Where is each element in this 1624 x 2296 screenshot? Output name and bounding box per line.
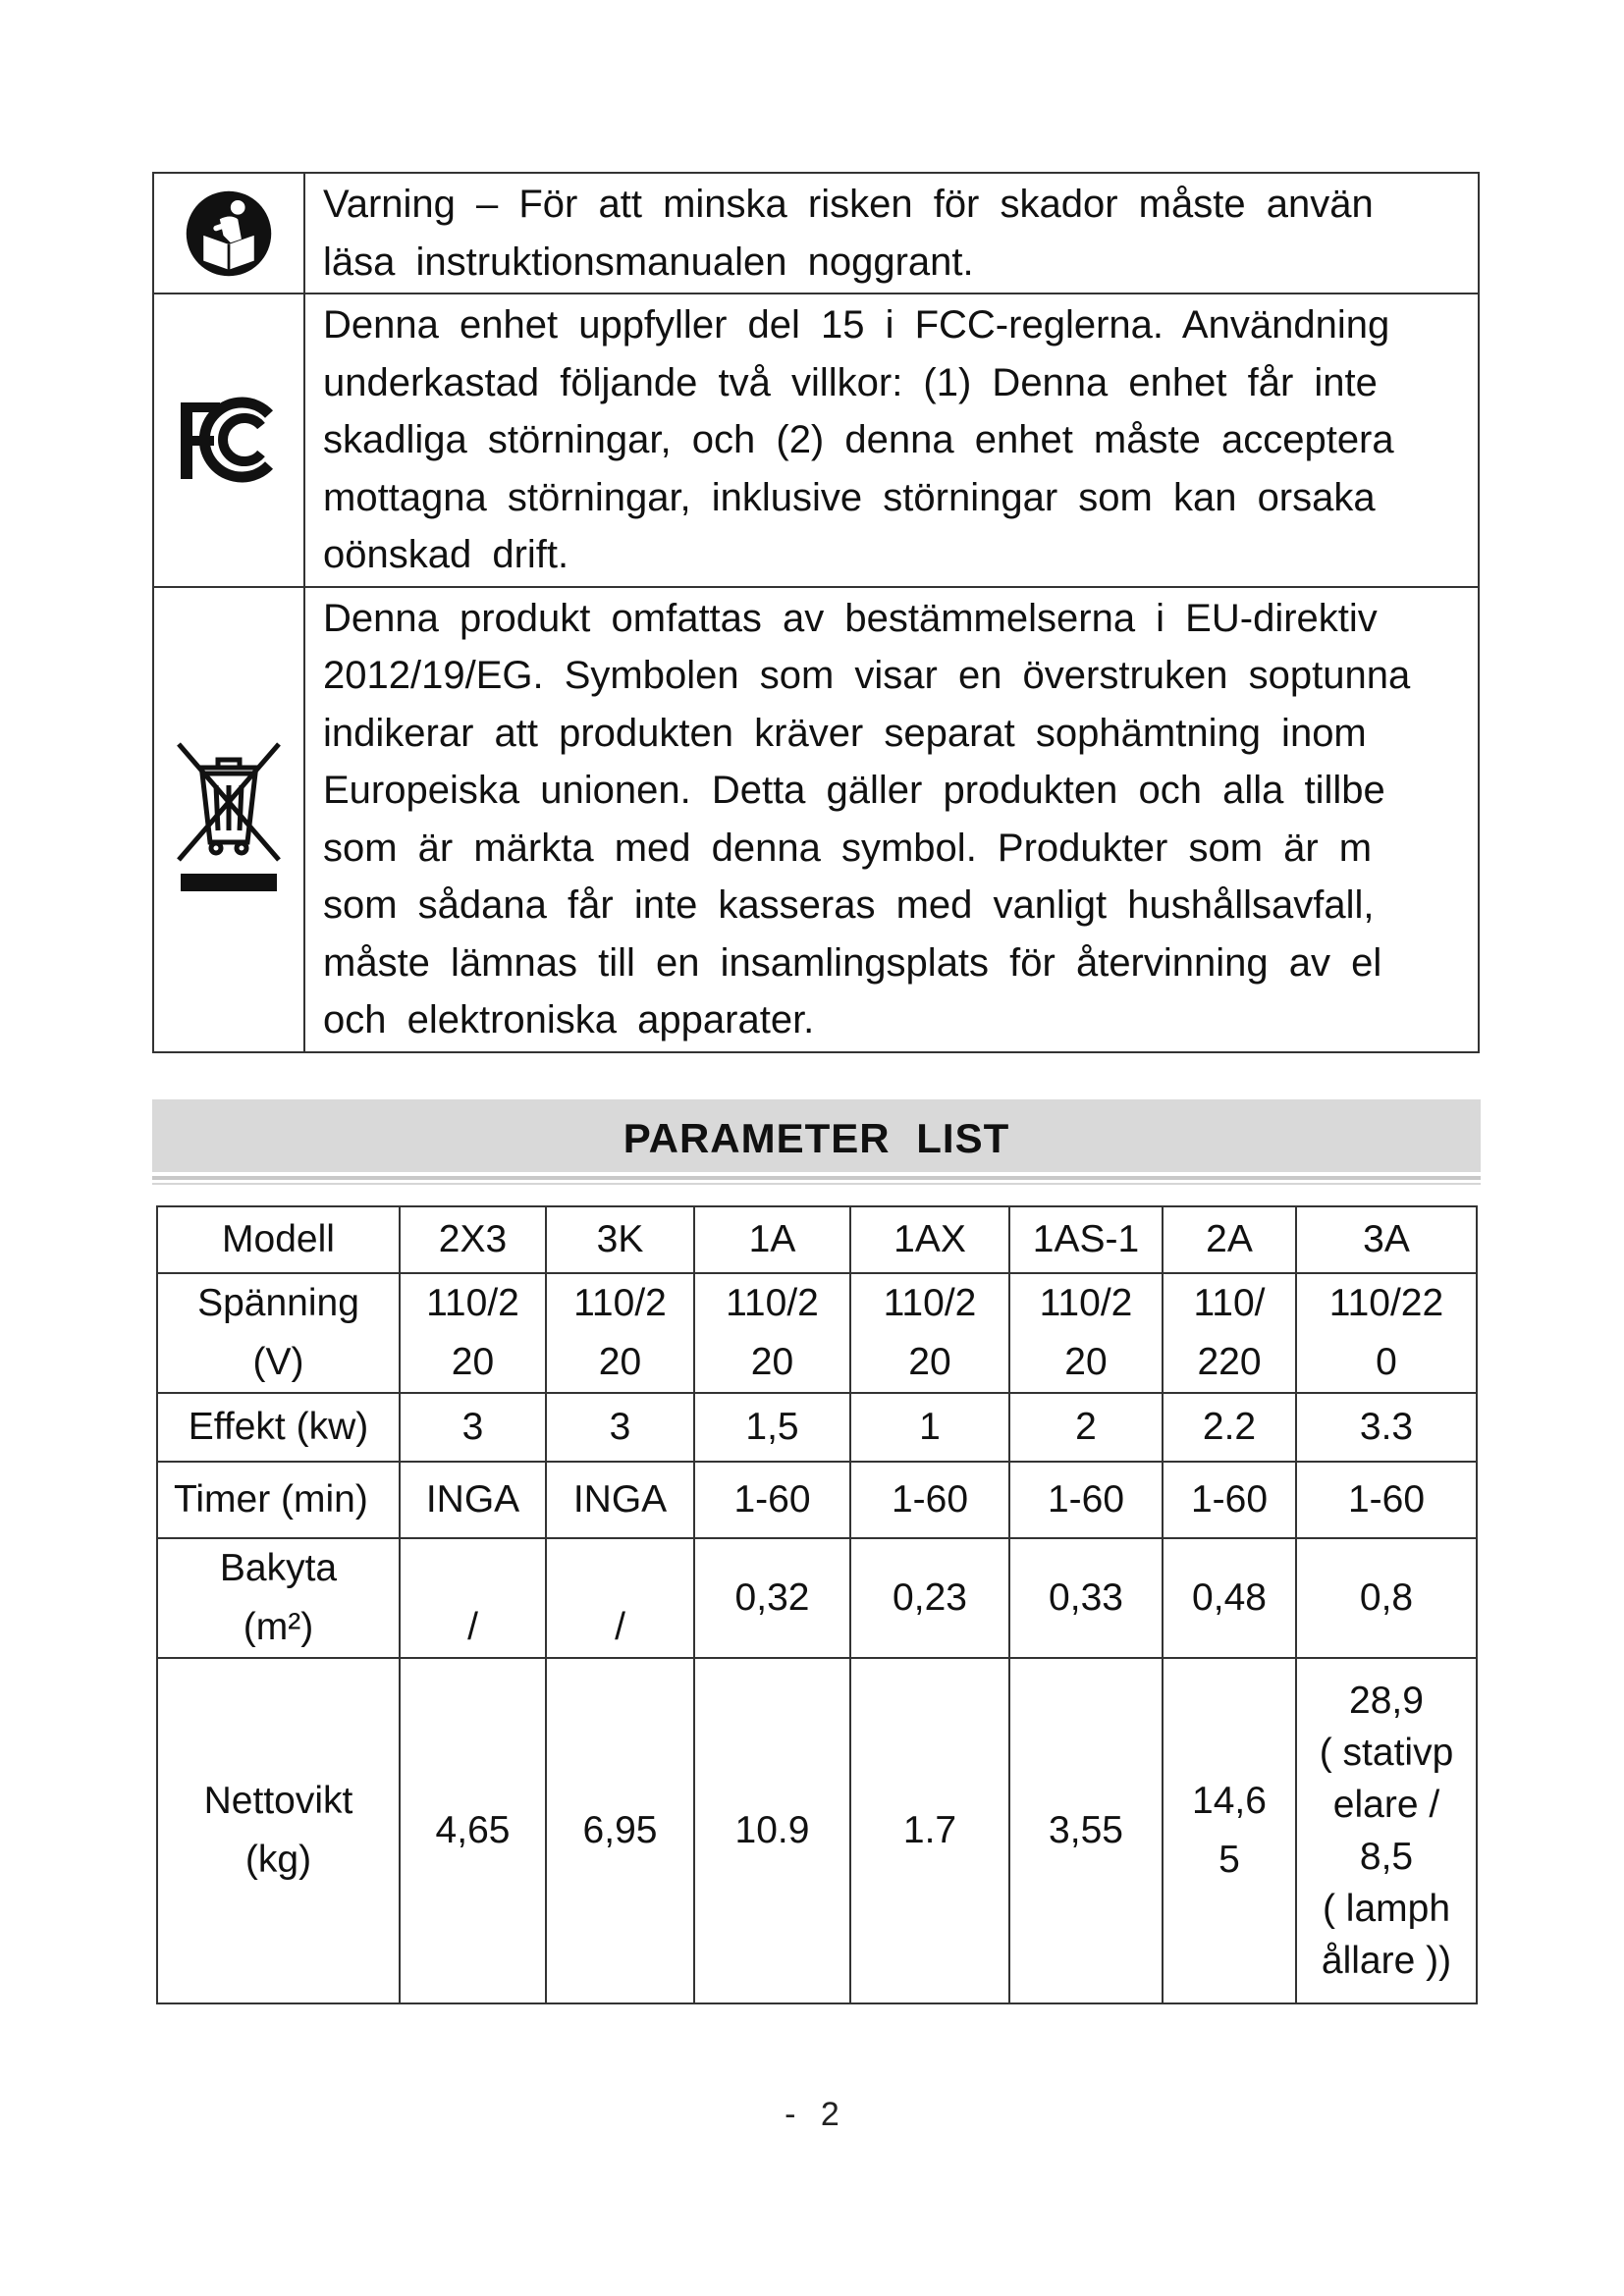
- parameter-value-cell: [694, 1393, 850, 1462]
- parameter-row-label: [157, 1206, 400, 1273]
- cell-line: 3A: [1363, 1218, 1410, 1260]
- text-line: oönskad drift.: [323, 533, 569, 576]
- parameter-row-label: [157, 1658, 400, 2003]
- cell-line: /: [615, 1606, 625, 1648]
- cell-line: 28,9: [1349, 1680, 1424, 1722]
- parameter-value-cell: [1009, 1658, 1163, 2003]
- header-rule: [152, 1176, 1481, 1180]
- warning-row-manual: [153, 173, 1479, 294]
- parameter-value-cell: [546, 1206, 694, 1273]
- cell-line: 20: [750, 1341, 794, 1383]
- parameter-value-cell: [1296, 1206, 1477, 1273]
- cell-line: 0: [1376, 1341, 1397, 1383]
- parameter-value-cell: [1163, 1538, 1296, 1658]
- cell-line: 8,5: [1359, 1836, 1414, 1878]
- parameter-value-cell: [1296, 1462, 1477, 1538]
- parameter-value-cell: [1009, 1206, 1163, 1273]
- parameter-list-title: PARAMETER LIST: [623, 1115, 1010, 1161]
- warning-text-fcc: [304, 294, 1479, 587]
- cell-line: 5: [1218, 1839, 1240, 1881]
- parameter-row-timer: [157, 1462, 1477, 1538]
- cell-line: INGA: [572, 1478, 668, 1521]
- parameter-row-bakyta: [157, 1538, 1477, 1658]
- warning-row-weee: [153, 587, 1479, 1052]
- cell-line: 110/: [1193, 1282, 1266, 1324]
- page-number: - 2: [785, 2096, 839, 2133]
- cell-line: 20: [1064, 1341, 1108, 1383]
- cell-line: 0,23: [893, 1576, 967, 1619]
- cell-line: 110/2: [883, 1282, 977, 1324]
- cell-line: ( lamph: [1322, 1888, 1451, 1930]
- text-line: läsa instruktionsmanualen noggrant.: [323, 240, 974, 284]
- parameter-row-modell: [157, 1206, 1477, 1273]
- parameter-row-label: [157, 1462, 400, 1538]
- cell-line: ( stativp: [1319, 1732, 1454, 1774]
- cell-line: 3K: [596, 1218, 644, 1260]
- parameter-value-cell: [694, 1462, 850, 1538]
- cell-line: 1-60: [1190, 1478, 1269, 1521]
- text-line: underkastad följande två villkor: (1) Denna enhet får inte: [323, 360, 1378, 404]
- parameter-value-cell: [1009, 1273, 1163, 1393]
- parameter-value-cell: [400, 1273, 546, 1393]
- cell-line: 1.7: [902, 1809, 957, 1851]
- cell-line: 110/22: [1328, 1282, 1444, 1324]
- cell-line: 2X3: [438, 1218, 508, 1260]
- parameter-value-cell: [400, 1393, 546, 1462]
- parameter-value-cell: [850, 1273, 1009, 1393]
- parameter-value-cell: [546, 1393, 694, 1462]
- cell-line: 0,48: [1192, 1576, 1267, 1619]
- read-manual-icon: [184, 188, 274, 279]
- label-line: Nettovikt: [203, 1780, 353, 1822]
- cell-line: 0,8: [1359, 1576, 1414, 1619]
- text-line: 2012/19/EG. Symbolen som visar en överstruken soptunna: [323, 654, 1411, 697]
- text-line: som är märkta med denna symbol. Produkter som är m: [323, 826, 1373, 870]
- text-line: Denna produkt omfattas av bestämmelserna i EU-direktiv: [323, 596, 1378, 640]
- cell-line: 2: [1075, 1406, 1097, 1448]
- label-line: Effekt (kw): [188, 1406, 369, 1448]
- icon-cell: [153, 294, 304, 587]
- cell-line: 20: [598, 1341, 642, 1383]
- cell-line: ållare )): [1321, 1940, 1452, 1982]
- cell-line: 1-60: [1347, 1478, 1426, 1521]
- cell-line: 3: [461, 1406, 484, 1448]
- cell-line: 20: [451, 1341, 495, 1383]
- parameter-value-cell: [1163, 1658, 1296, 2003]
- cell-line: 110/2: [726, 1282, 819, 1324]
- parameter-value-cell: [1296, 1393, 1477, 1462]
- cell-line: 20: [908, 1341, 951, 1383]
- icon-cell: [153, 173, 304, 294]
- parameter-value-cell: [850, 1538, 1009, 1658]
- parameter-table: [156, 1205, 1478, 2004]
- parameter-value-cell: [1296, 1273, 1477, 1393]
- parameter-value-cell: [1296, 1538, 1477, 1658]
- cell-line: INGA: [425, 1478, 520, 1521]
- parameter-row-label: [157, 1538, 400, 1658]
- text-line: måste lämnas till en insamlingsplats för återvinning av el: [323, 940, 1382, 985]
- weee-crossed-bin-icon: [171, 736, 287, 903]
- fcc-logo-icon: [175, 393, 283, 487]
- warning-text-weee: [304, 587, 1479, 1052]
- parameter-row-nettovikt: [157, 1658, 1477, 2003]
- parameter-value-cell: [546, 1538, 694, 1658]
- text-line: Varning – För att minska risken för skador måste använ: [323, 183, 1374, 226]
- parameter-value-cell: [850, 1206, 1009, 1273]
- cell-line: 1,5: [745, 1406, 799, 1448]
- parameter-value-cell: [694, 1206, 850, 1273]
- parameter-value-cell: [1163, 1393, 1296, 1462]
- parameter-value-cell: [1163, 1273, 1296, 1393]
- label-line: Modell: [222, 1218, 335, 1260]
- parameter-value-cell: [400, 1658, 546, 2003]
- parameter-value-cell: [850, 1658, 1009, 2003]
- parameter-value-cell: [850, 1462, 1009, 1538]
- cell-line: 4,65: [435, 1809, 511, 1851]
- text-line: mottagna störningar, inklusive störningar som kan orsaka: [323, 475, 1376, 519]
- cell-line: 3: [609, 1406, 631, 1448]
- cell-line: 0,33: [1049, 1576, 1123, 1619]
- cell-line: 2.2: [1202, 1406, 1257, 1448]
- text-line: skadliga störningar, och (2) denna enhet måste acceptera: [323, 418, 1394, 461]
- parameter-value-cell: [1163, 1206, 1296, 1273]
- warning-text-manual: [304, 173, 1479, 294]
- parameter-value-cell: [400, 1538, 546, 1658]
- parameter-value-cell: [1009, 1462, 1163, 1538]
- parameter-value-cell: [1009, 1538, 1163, 1658]
- parameter-value-cell: [400, 1462, 546, 1538]
- cell-line: 2A: [1206, 1218, 1253, 1260]
- cell-line: 3,55: [1049, 1809, 1123, 1851]
- parameter-value-cell: [1163, 1462, 1296, 1538]
- label-line: Bakyta: [219, 1547, 338, 1589]
- cell-line: 1AX: [893, 1218, 966, 1260]
- header-rule: [152, 1183, 1481, 1185]
- text-line: Denna enhet uppfyller del 15 i FCC-reglerna. Användning: [323, 303, 1390, 347]
- parameter-row-label: [157, 1393, 400, 1462]
- parameter-value-cell: [850, 1393, 1009, 1462]
- parameter-value-cell: [694, 1658, 850, 2003]
- parameter-value-cell: [546, 1273, 694, 1393]
- cell-line: 0,32: [734, 1576, 810, 1619]
- cell-line: 1AS-1: [1032, 1218, 1140, 1260]
- label-line: Timer (min): [174, 1478, 368, 1521]
- cell-line: 10.9: [734, 1809, 810, 1851]
- cell-line: 1-60: [1047, 1478, 1125, 1521]
- cell-line: 14,6: [1192, 1780, 1267, 1822]
- parameter-value-cell: [694, 1538, 850, 1658]
- text-line: Europeiska unionen. Detta gäller produkten och alla tillbe: [323, 769, 1385, 812]
- label-line: Spänning: [197, 1282, 359, 1324]
- parameter-value-cell: [546, 1658, 694, 2003]
- label-line: (m²): [243, 1606, 314, 1648]
- parameter-row-label: [157, 1273, 400, 1393]
- warning-row-fcc: [153, 294, 1479, 587]
- parameter-row-effekt: [157, 1393, 1477, 1462]
- cell-line: 6,95: [582, 1809, 658, 1851]
- cell-line: 1A: [748, 1218, 796, 1260]
- cell-line: 1: [919, 1406, 941, 1448]
- text-line: indikerar att produkten kräver separat sophämtning inom: [323, 711, 1367, 755]
- parameter-value-cell: [1009, 1393, 1163, 1462]
- text-line: som sådana får inte kasseras med vanligt hushållsavfall,: [323, 883, 1375, 927]
- warning-symbols-table: [152, 172, 1480, 1053]
- parameter-value-cell: [694, 1273, 850, 1393]
- cell-line: elare /: [1332, 1784, 1440, 1826]
- cell-line: 1-60: [733, 1478, 811, 1521]
- label-line: (kg): [244, 1839, 312, 1881]
- cell-line: 110/2: [573, 1282, 667, 1324]
- parameter-row-spanning: [157, 1273, 1477, 1393]
- cell-line: 1-60: [891, 1478, 969, 1521]
- cell-line: /: [467, 1606, 478, 1648]
- label-line: (V): [252, 1341, 304, 1383]
- parameter-list-header: [152, 1099, 1481, 1172]
- cell-line: 220: [1197, 1341, 1262, 1383]
- text-line: och elektroniska apparater.: [323, 998, 815, 1041]
- parameter-value-cell: [546, 1462, 694, 1538]
- cell-line: 3.3: [1359, 1406, 1414, 1448]
- parameter-value-cell: [1296, 1658, 1477, 2003]
- icon-cell: [153, 587, 304, 1052]
- cell-line: 110/2: [1039, 1282, 1133, 1324]
- cell-line: 110/2: [426, 1282, 519, 1324]
- parameter-value-cell: [400, 1206, 546, 1273]
